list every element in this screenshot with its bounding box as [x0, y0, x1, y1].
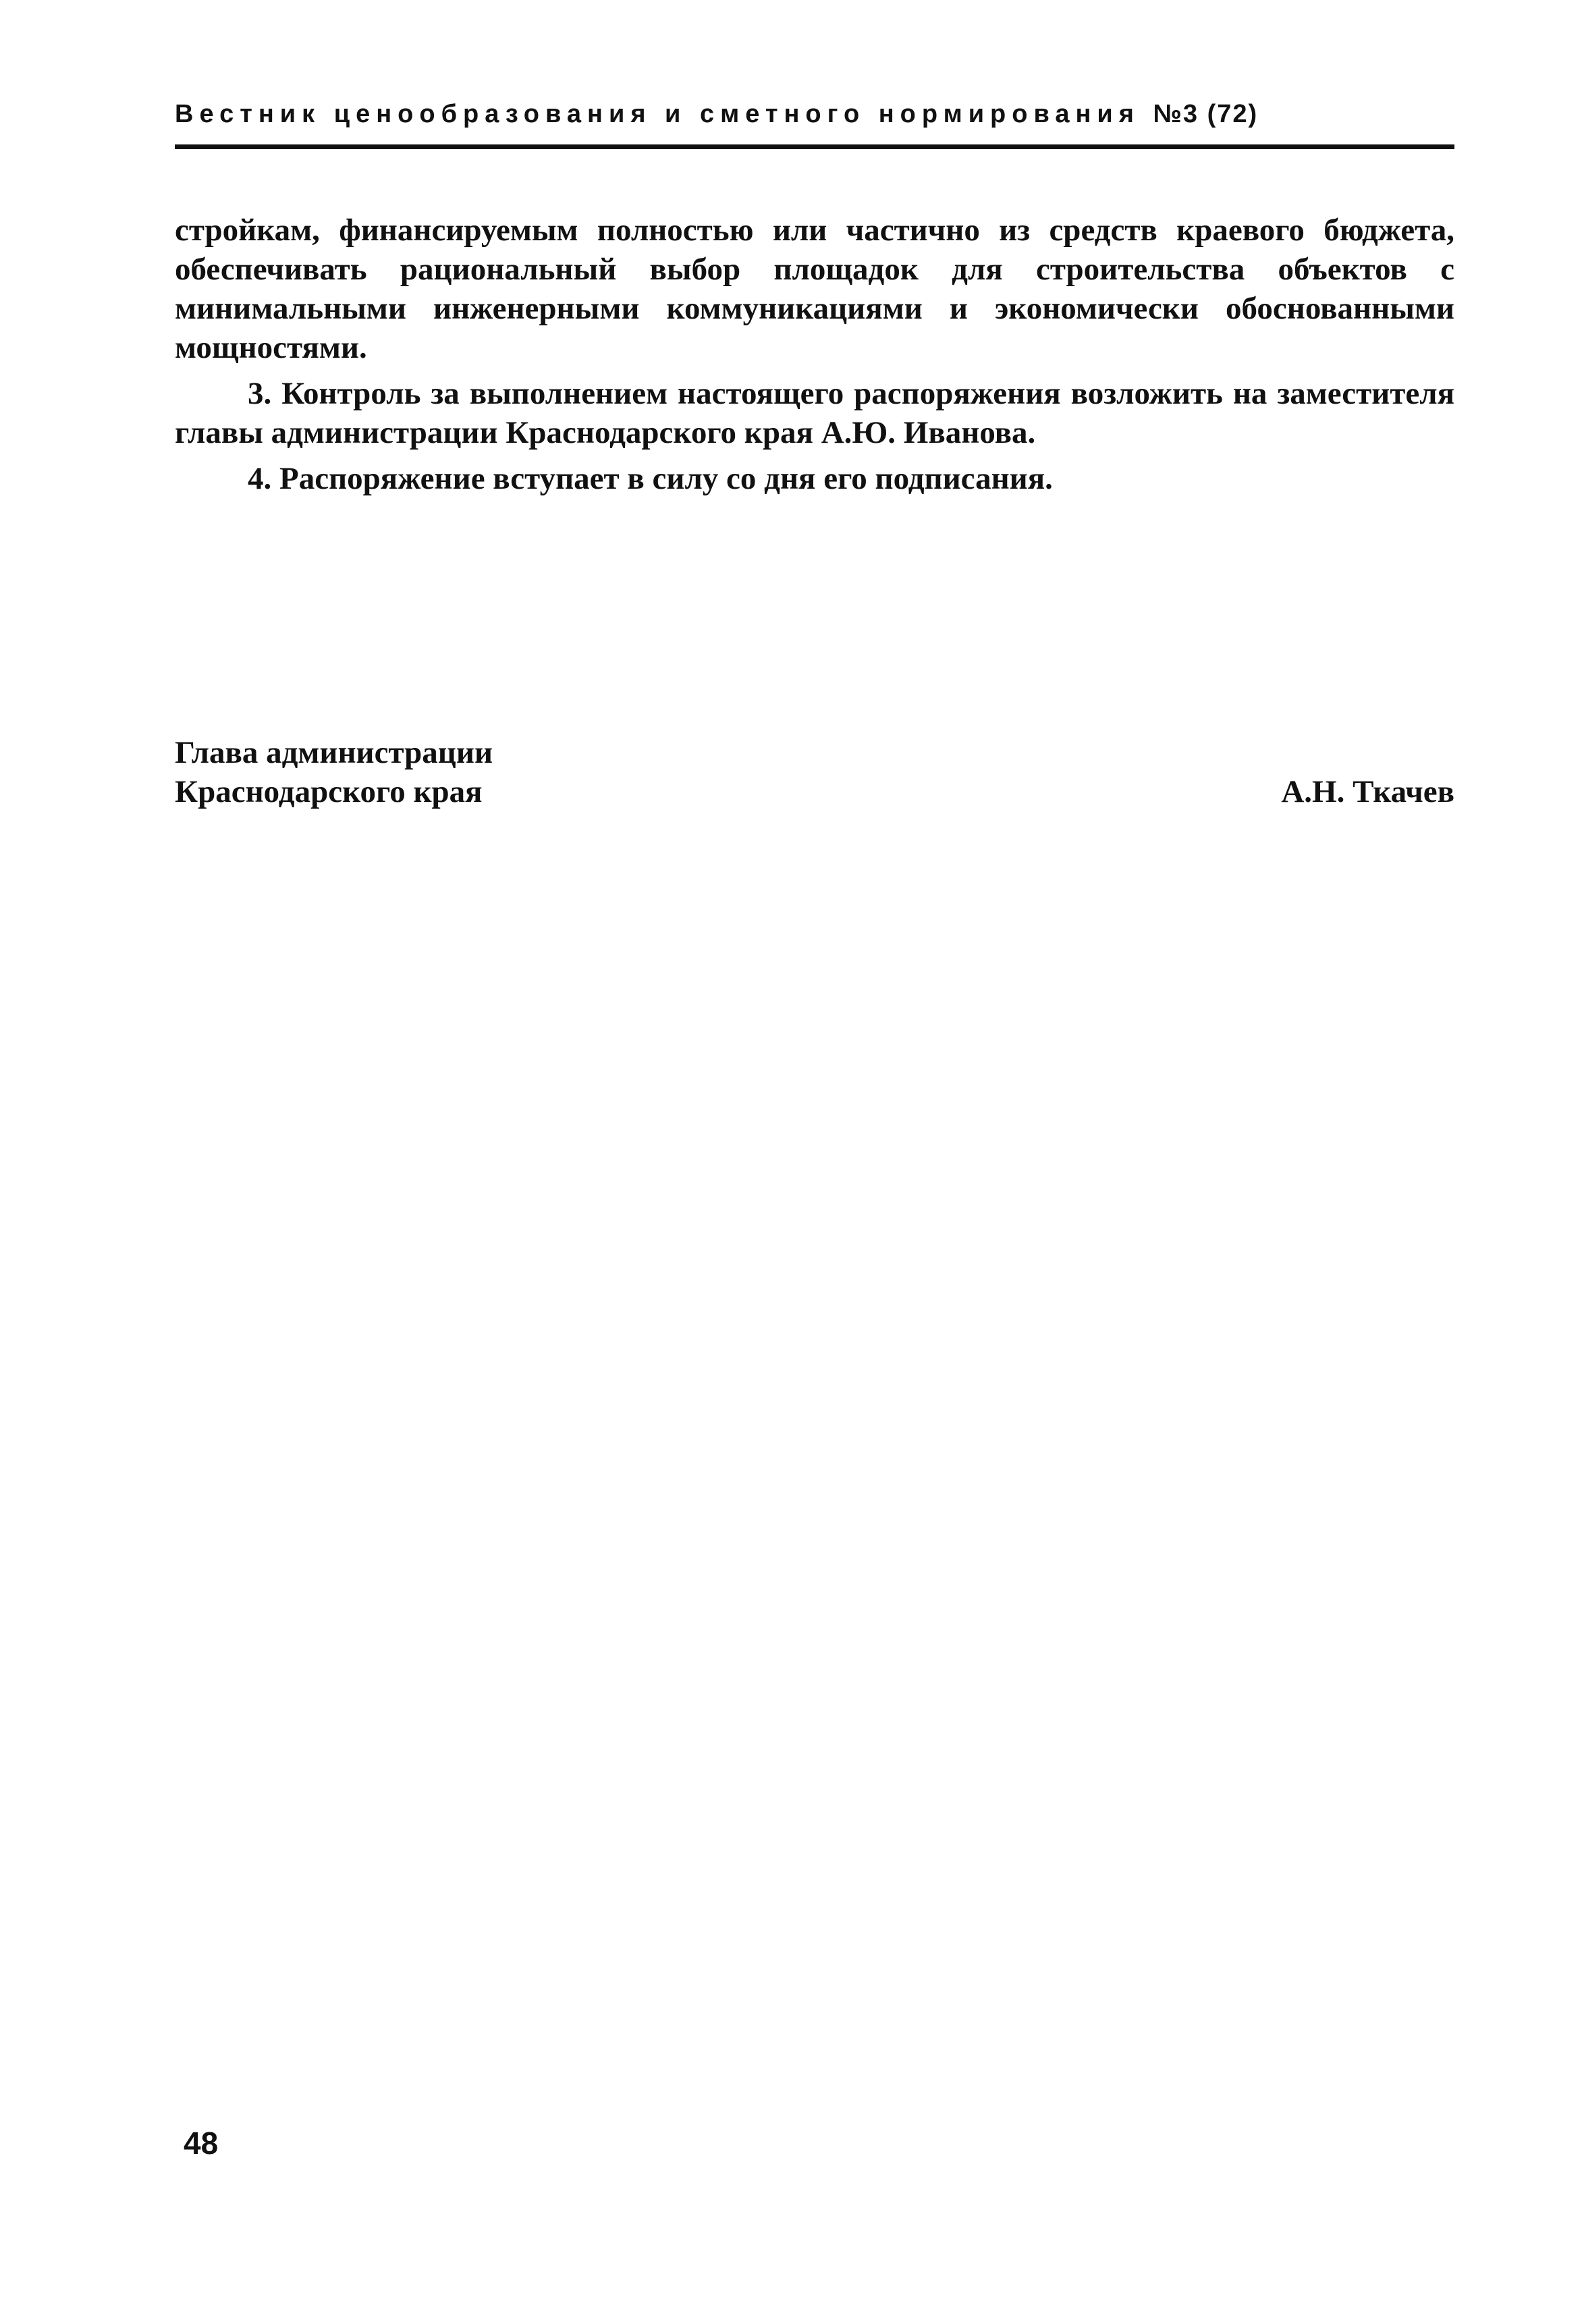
document-body	[175, 211, 1454, 498]
issue-number: №3 (72)	[1153, 100, 1259, 128]
page-header	[175, 96, 1454, 149]
running-header	[175, 100, 1258, 129]
page-number: 48	[184, 2126, 219, 2161]
paragraph-item-4: 4. Распоряжение вступает в силу со дня его подписания.	[248, 461, 1053, 496]
position-line-2: Краснодарского края	[175, 774, 483, 809]
paragraph-item-3: 3. Контроль за выполнением настоящего распоряжения возложить на заместителя главы администрации Краснодарского края А.Ю. Иванова.	[175, 376, 1454, 450]
paragraph-continuation: стройкам, финансируемым полностью или частично из средств краевого бюджета, обеспечивать рациональный выбор площадок для строительства объектов с минимальными инженерными коммуникациями и экономически обоснованными мощностями.	[175, 213, 1454, 365]
position-line-1: Глава администрации	[175, 735, 493, 770]
signatory-name: А.Н. Ткачев	[1281, 774, 1454, 809]
journal-title: Вестник ценообразования и сметного нормирования	[175, 100, 1140, 128]
signatory-position	[175, 733, 493, 811]
